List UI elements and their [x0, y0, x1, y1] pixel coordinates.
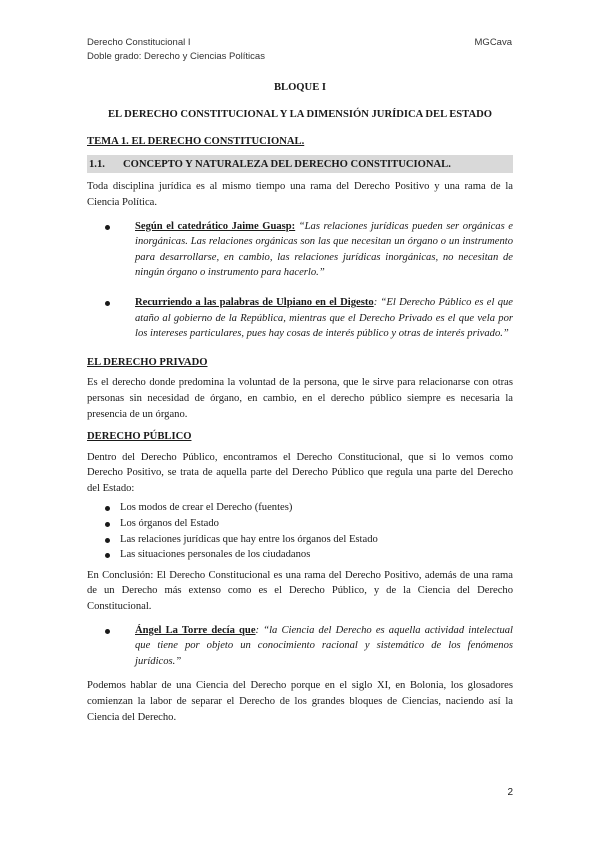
page-content [87, 80, 513, 725]
privado-paragraph: Es el derecho donde predomina la voluntad de la persona, que le sirve para relacionarse con otras personas sin necesidad de órgano, en cambio, en el derecho público siempre es necesaria la presencia de un órgano. [87, 377, 513, 420]
quote-guasp [87, 219, 513, 281]
list-item [87, 547, 513, 563]
privado-heading: EL DERECHO PRIVADO [87, 356, 208, 368]
conclusion-paragraph: En Conclusión: El Derecho Constitucional es una rama del Derecho Positivo, además de una rama de un Derecho más extenso como es el Derecho Público, y de la Ciencia del Derecho Constitucional. [87, 569, 513, 613]
list-item [87, 516, 513, 532]
page-header [87, 36, 512, 64]
document-subtitle: EL DERECHO CONSTITUCIONAL Y LA DIMENSIÓN JURÍDICA DEL ESTADO [107, 108, 492, 120]
quote3-list [87, 623, 513, 670]
quote-text: “Las relaciones jurídicas pueden ser orgánicas e inorgánicas. Las relaciones orgánicas son las que necesitan un órgano o un instrumento para desarrollarse, en cambio, las relaciones jurídicas inorgánicas, no necesitan de ningún órgano o instrumento para hacerlo.” [135, 220, 513, 279]
tema-heading: TEMA 1. EL DERECHO CONSTITUCIONAL. [87, 136, 305, 148]
quotes-list [87, 219, 513, 342]
bullet-icon [105, 301, 110, 306]
header-degree: Doble grado: Derecho y Ciencias Políticas [87, 51, 265, 62]
bullet-icon [105, 225, 110, 230]
quote-ulpiano [87, 295, 513, 342]
bullet-icon [105, 522, 110, 527]
section-heading [87, 155, 513, 174]
quote-latorre [87, 623, 513, 670]
quote-lead: Ángel La Torre decía que [135, 624, 256, 636]
intro-paragraph: Toda disciplina jurídica es al mismo tiempo una rama del Derecho Positivo y una rama de la Ciencia Política. [87, 181, 513, 208]
block-title: BLOQUE I [273, 82, 327, 93]
quote-text: : “El Derecho Público es el que ataño al gobierno de la República, mientras que el Derecho Privado es el que vela por los intereses particulares, pues hay cosas de interés público y otras de interés privado.” [135, 296, 514, 340]
publico-items [87, 500, 513, 562]
quote-text: : “la Ciencia del Derecho es aquella actividad intelectual que tiene por objeto un conocimiento racional y sistemático de los fenómenos jurídicos.” [135, 624, 513, 667]
section-number: 1.1. [89, 158, 105, 170]
list-item-text: Los órganos del Estado [120, 518, 219, 530]
list-item-text: Las relaciones jurídicas que hay entre los órganos del Estado [120, 533, 378, 545]
bullet-icon [105, 629, 110, 634]
header-author: MGCava [474, 37, 512, 48]
quote-lead: Según el catedrático Jaime Guasp: [135, 220, 296, 232]
publico-heading: DERECHO PÚBLICO [87, 431, 192, 443]
bullet-icon [105, 506, 110, 511]
quote-lead: Recurriendo a las palabras de Ulpiano en el Digesto [135, 296, 374, 308]
list-item-text: Las situaciones personales de los ciudadanos [120, 549, 311, 561]
section-title: CONCEPTO Y NATURALEZA DEL DERECHO CONSTITUCIONAL. [123, 158, 451, 170]
page-number: 2 [507, 787, 513, 798]
list-item-text: Los modos de crear el Derecho (fuentes) [120, 502, 293, 514]
header-course: Derecho Constitucional I [87, 37, 191, 48]
list-item [87, 532, 513, 548]
bullet-icon [105, 538, 110, 543]
final-paragraph: Podemos hablar de una Ciencia del Derecho porque en el siglo XI, en Bolonia, los glosadores comienzan la labor de separar el Derecho de los grandes bloques de Ciencias, naciendo así la Ciencia del Derecho. [87, 680, 513, 723]
bullet-icon [105, 553, 110, 558]
list-item [87, 500, 513, 516]
publico-paragraph: Dentro del Derecho Público, encontramos el Derecho Constitucional, que si lo vemos como Derecho Positivo, se trata de aquella parte del Derecho Público que regula una parte del Derecho del Estado: [87, 451, 513, 494]
